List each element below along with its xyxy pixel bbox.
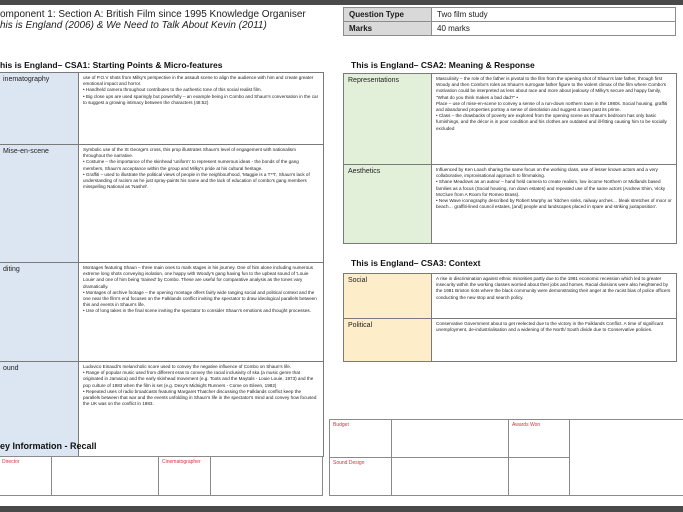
table-row bbox=[344, 319, 677, 362]
table-row bbox=[344, 22, 676, 36]
political-notes: Conservative Government about to get reelected due to the victory in the Falklands Conflict. A time of significant unemployment, de-industrialisation and a widening of the North/ South divide due to Conservative policies. bbox=[432, 319, 677, 362]
cinematography-notes: use of P.O.V shots from Milky's perspective in the assault scene to align the audience with him and create greater emotional impact and horror. • Handheld camera throughout contributes to the authentic tone of this social realist film. • Big close ups are used sparingly but powerfully – an example being in Combo and Shaun's conversation in the car to suggest a growing intimacy between the characters (48:52) bbox=[79, 73, 324, 145]
sound-notes: Ludovico Einaudi's melancholic score used to convey the negative influence of Combo on Shaun's life. • Range of popular music used from different eras to convey the racial inclusivity of ska (a music genre that originated in Jamaica) and the early skinhead movement (e.g. Toots and the Maytals - Louie Louie, 1973) and the pop culture of 1983 when the film is set (e.g. Dexy's Midnight Runners - Come on Eileen, 1982) • Repeated uses of radio broadcasts featuring Margaret Thatcher discussing the Falklands conflict keep the parallels between that war and the events unfolding in Shaun's life in the spectator's mind and convey how focused the UK was on the conflict in 1983. bbox=[79, 362, 324, 457]
sound-design-label: Sound Design bbox=[330, 458, 392, 496]
awards-won-label: Awards Won bbox=[509, 420, 570, 458]
page-subtitle: his is England (2006) & We Need to Talk About Kevin (2011) bbox=[0, 20, 267, 31]
representations-label: Representations bbox=[344, 74, 432, 165]
table-row bbox=[344, 8, 676, 22]
mise-en-scene-notes: Symbolic use of the St George's cross, this prop illustrates Shaun's level of engagement with nationalism throughout the narrative. • Costume – the importance of the skinhead 'uniform' to represent numerous ideas - the bonds of the gang members, Shaun's acceptance within the group and Milky's pride at his cultural heritage. • Graffiti – used to illustrate the political views of people in the neighbourhood, 'Maggie is a T**t', Shaun's lack of understanding of racism as he just spray-paints his name and the lack of education of combo's gang members misspelling National as 'Nashnl'. bbox=[79, 145, 324, 263]
mise-en-scene-label: Mise-en-scene bbox=[0, 145, 79, 263]
aesthetics-label: Aesthetics bbox=[344, 165, 432, 244]
table-row bbox=[344, 274, 677, 319]
csa1-table bbox=[0, 72, 324, 457]
recall-left-table bbox=[0, 456, 323, 496]
editing-label: diting bbox=[0, 263, 79, 362]
director-label: Director bbox=[0, 457, 52, 496]
cinematography-label: inematography bbox=[0, 73, 79, 145]
csa2-table bbox=[343, 73, 677, 244]
csa1-heading: his is England– CSA1: Starting Points & Micro-features bbox=[0, 60, 223, 70]
table-row bbox=[0, 145, 324, 263]
table-row bbox=[330, 420, 683, 458]
csa2-heading: This is England– CSA2: Meaning & Response bbox=[351, 60, 535, 70]
table-row bbox=[0, 457, 323, 496]
bottom-frame-bar bbox=[0, 506, 683, 512]
cinematographer-label: Cinematographer bbox=[159, 457, 211, 496]
question-info-table bbox=[343, 7, 676, 36]
social-label: Social bbox=[344, 274, 432, 319]
sound-label: ound bbox=[0, 362, 79, 457]
cinematographer-value[interactable] bbox=[211, 457, 323, 496]
social-notes: A rise in discrimination against ethnic minorities partly due to the 1981 economic recession which led to greater insecurity within the working classes worried about their jobs and homes. Racial divisions were also heightened by the 1981 Brixton riots where the black community were demonstrating their anger at the racist bias of police officers conducting the new stop and search policy. bbox=[432, 274, 677, 319]
political-label: Political bbox=[344, 319, 432, 362]
representations-notes: Masculinity – the role of the father is pivotal to the film from the opening shot of Shaun's late father, through first Woody and then Combo's roles as Shaun's surrogate father figure to the violent climax of the film where Combo's motivation could be interpreted as less about race and more about jealousy of Milky's secure and happy family, "What do you think makes a bad dad?" • Place – use of mise-en-scene to convey a sense of a run-down northern town in the 1980s. Social housing, graffiti and abandoned properties portray a sense of desolation and suggest a town past its prime. • Class – the drawbacks of poverty are explored from the opening scene as Shaun's bedroom has only basic furnishings, and the décor is in poor condition and his clothes are outdated and ill-fitting causing him to be socially excluded bbox=[432, 74, 677, 165]
editing-notes: Montages featuring Shaun – three main ones to mark stages in his journey. One of him alone including numerous extreme long shots conveying isolation, one happy with Woody's gang having fun to the upbeat sound of 'Louie Louie' and one of him being 'trained' by Combo. These are useful for comparative analysis as the tones vary dramatically. • Montages of archive footage – the opening montage offers fairly wide ranging social and political context and the one near the film's end focuses on the Falklands conflict inviting the spectator to draw ideological parallels between this and events in Shaun's life. • Use of long takes in the final scene inviting the spectator to consider Shaun's emotions and thought processes. bbox=[79, 263, 324, 362]
budget-label: Budget bbox=[330, 420, 392, 458]
question-type-value: Two film study bbox=[432, 8, 676, 22]
recall-right-table bbox=[329, 419, 683, 496]
table-row bbox=[0, 263, 324, 362]
director-value[interactable] bbox=[52, 457, 159, 496]
sound-design-value[interactable] bbox=[392, 458, 509, 496]
table-row bbox=[344, 74, 677, 165]
aesthetics-notes: Influenced by Ken Loach sharing the same focus on the working class, use of lesser known actors and a very collaborative, improvisational approach to filmmaking. • Shane Meadows as an auteur – hand held camera to create realism, low income Northern or Midlands based families as a focus (Social housing, run down estates) and repeated use of the same actors (Andrew Shim, Vicky McClure from A Room for Romeo Brass). • New Wave iconography described by Robert Murphy as 'kitchen sinks, railway arches… bleak stretches of moor or beach… graffiti-lined council estates, [and] people and landscapes placed in spare and striking juxtaposition'. bbox=[432, 165, 677, 244]
csa3-heading: This is England– CSA3: Context bbox=[351, 258, 481, 268]
awards-won-value[interactable] bbox=[570, 420, 683, 496]
table-row bbox=[0, 73, 324, 145]
sound-design-extra[interactable] bbox=[509, 458, 570, 496]
marks-label: Marks bbox=[344, 22, 432, 36]
budget-value[interactable] bbox=[392, 420, 509, 458]
question-type-label: Question Type bbox=[344, 8, 432, 22]
csa3-table bbox=[343, 273, 677, 362]
top-frame-bar bbox=[0, 0, 683, 5]
marks-value: 40 marks bbox=[432, 22, 676, 36]
recall-heading: ey Information - Recall bbox=[0, 441, 97, 451]
page-title: omponent 1: Section A: British Film since 1995 Knowledge Organiser bbox=[0, 9, 306, 20]
table-row bbox=[344, 165, 677, 244]
